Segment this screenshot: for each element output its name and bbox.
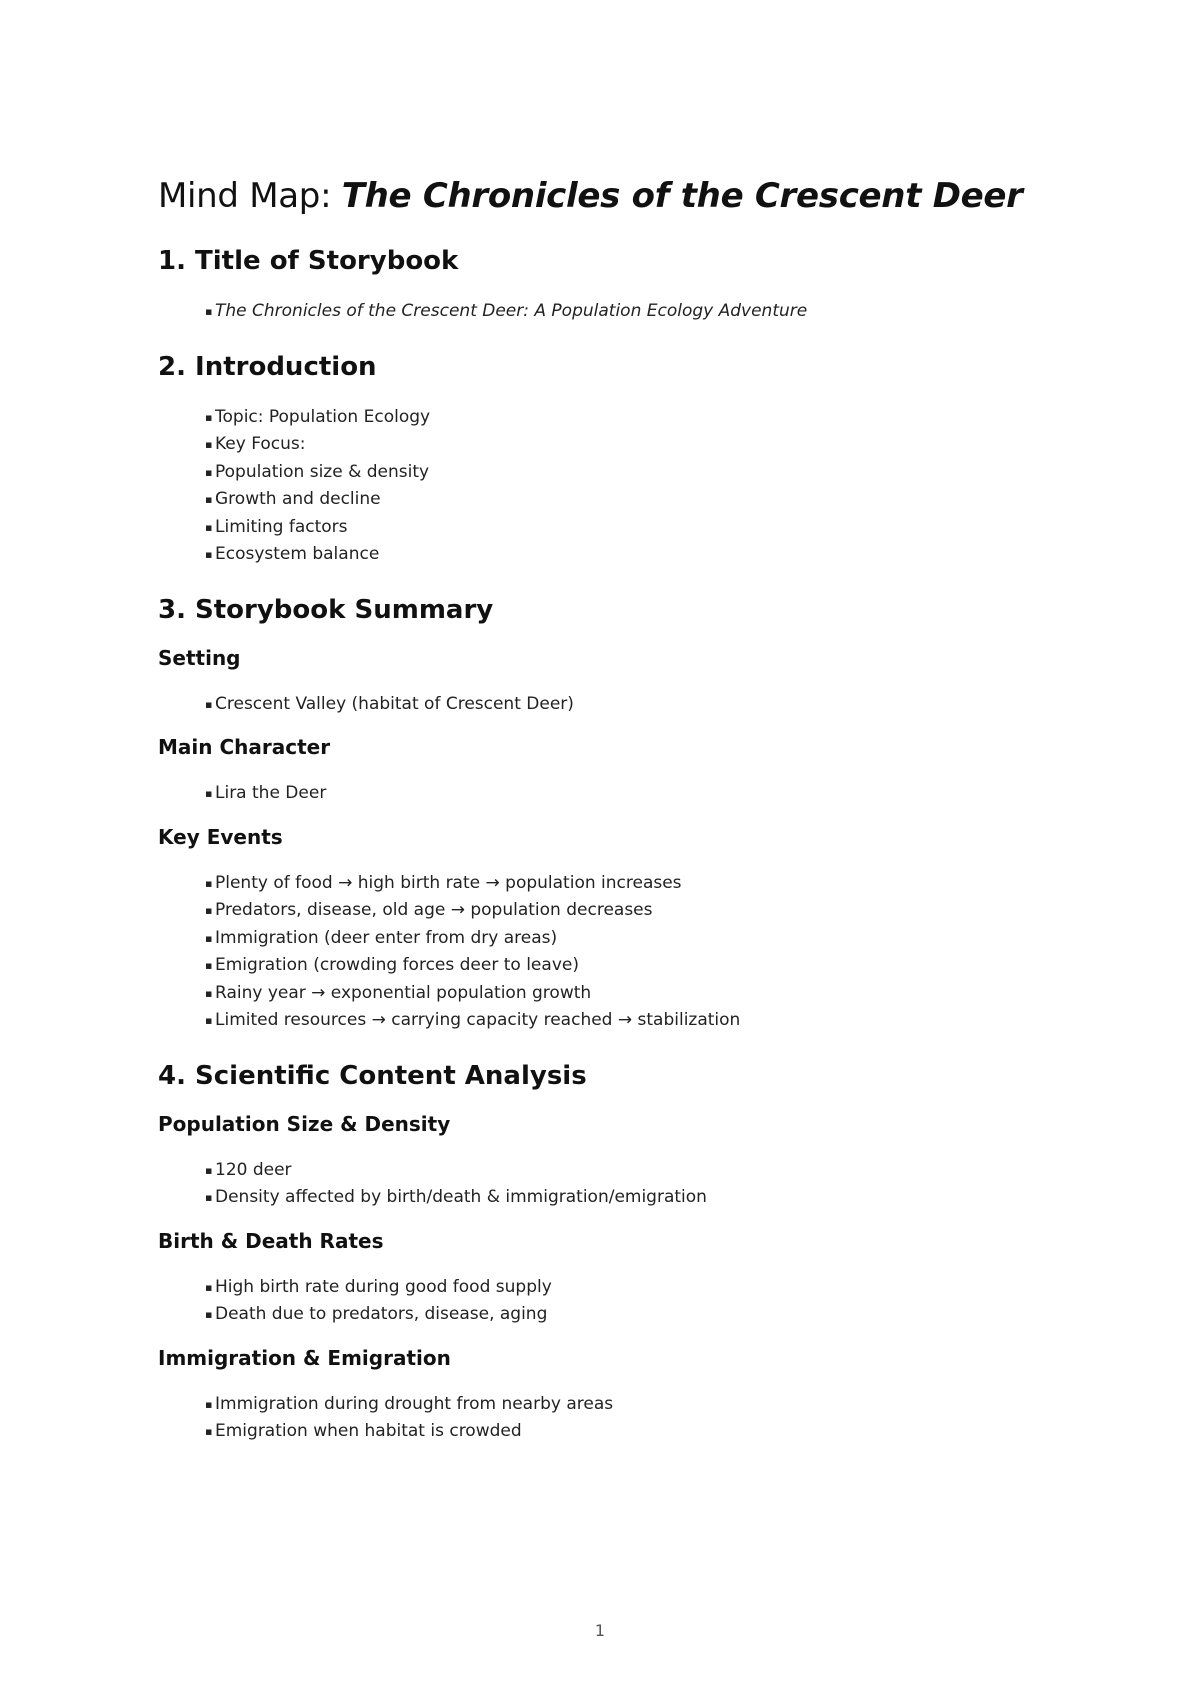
bullet-icon: ▪ xyxy=(205,465,213,479)
bullet-icon: ▪ xyxy=(205,1280,213,1294)
section-heading-storybook-summary: 3. Storybook Summary xyxy=(158,594,494,625)
list-item: ▪ Density affected by birth/death & immigration/emigration xyxy=(205,1184,1058,1212)
bullet-icon: ▪ xyxy=(205,1014,213,1027)
subheading-immigration-emigration: Immigration & Emigration xyxy=(158,1345,451,1370)
list-item: ▪ Rainy year → exponential population growth xyxy=(205,980,1058,1008)
section-heading-title-of-storybook: 1. Title of Storybook xyxy=(158,246,459,276)
list-item: ▪ Emigration (crowding forces deer to leave) xyxy=(205,952,1058,980)
bullet-icon: ▪ xyxy=(205,520,213,534)
list-item: ▪ Growth and decline xyxy=(205,486,1058,514)
section-list-introduction xyxy=(158,404,1058,569)
list-item: ▪ 120 deer xyxy=(205,1157,1058,1185)
list-item: ▪ Immigration during drought from nearby areas xyxy=(205,1391,1058,1419)
bullet-icon: ▪ xyxy=(205,548,213,561)
subsection-list-main-character xyxy=(158,780,1058,808)
bullet-icon: ▪ xyxy=(205,1163,213,1177)
list-item: ▪ Death due to predators, disease, aging xyxy=(205,1301,1058,1329)
subsection-list-birth-death xyxy=(158,1274,1058,1329)
bullet-icon: ▪ xyxy=(205,904,213,917)
list-item: ▪ Predators, disease, old age → population decreases xyxy=(205,897,1058,925)
list-item: ▪ Plenty of food → high birth rate → population increases xyxy=(205,870,1058,898)
list-item: ▪ Immigration (deer enter from dry areas) xyxy=(205,925,1058,953)
bullet-icon: ▪ xyxy=(205,1308,213,1321)
section-list-title xyxy=(158,298,1058,326)
bullet-icon: ▪ xyxy=(205,1425,213,1438)
subheading-population-size-density: Population Size & Density xyxy=(158,1111,451,1136)
bullet-icon: ▪ xyxy=(205,931,213,945)
bullet-icon: ▪ xyxy=(205,410,213,424)
list-item: ▪ High birth rate during good food supply xyxy=(205,1274,1058,1302)
subheading-main-character: Main Character xyxy=(158,735,331,759)
subheading-birth-death-rates: Birth & Death Rates xyxy=(158,1228,384,1253)
list-item: ▪ Limited resources → carrying capacity reached → stabilization xyxy=(205,1007,1058,1035)
subheading-key-events: Key Events xyxy=(158,824,283,849)
list-item: ▪ Limiting factors xyxy=(205,514,1058,542)
list-item: ▪ Crescent Valley (habitat of Crescent Deer) xyxy=(205,691,1058,719)
bullet-icon: ▪ xyxy=(205,876,213,890)
bullet-icon: ▪ xyxy=(205,1397,213,1411)
bullet-icon: ▪ xyxy=(205,697,213,711)
list-item: ▪ Topic: Population Ecology xyxy=(205,404,1058,432)
title-italic: The Chronicles of the Crescent Deer xyxy=(341,176,1023,216)
document-content xyxy=(158,174,1058,1446)
bullet-icon: ▪ xyxy=(205,305,213,318)
bullet-icon: ▪ xyxy=(205,959,213,972)
document-title xyxy=(158,174,1058,218)
bullet-icon: ▪ xyxy=(205,438,213,451)
subsection-list-immigration-emigration xyxy=(158,1391,1058,1446)
bullet-icon: ▪ xyxy=(205,787,213,800)
bullet-icon: ▪ xyxy=(205,493,213,506)
list-item: ▪ Ecosystem balance xyxy=(205,541,1058,569)
subsection-list-setting xyxy=(158,691,1058,719)
subheading-setting: Setting xyxy=(158,645,241,670)
list-item: ▪ Population size & density xyxy=(205,459,1058,487)
bullet-icon: ▪ xyxy=(205,986,213,1000)
title-prefix: Mind Map: xyxy=(158,176,342,216)
list-item: ▪ The Chronicles of the Crescent Deer: A Population Ecology Adventure xyxy=(205,298,1058,326)
section-heading-introduction: 2. Introduction xyxy=(158,351,377,382)
list-item: ▪ Lira the Deer xyxy=(205,780,1058,808)
list-item: ▪ Emigration when habitat is crowded xyxy=(205,1418,1058,1446)
bullet-icon: ▪ xyxy=(205,1191,213,1204)
subsection-list-key-events xyxy=(158,870,1058,1035)
list-item: ▪ Key Focus: xyxy=(205,431,1058,459)
page-number: 1 xyxy=(594,1621,606,1640)
section-heading-scientific-content-analysis: 4. Scientific Content Analysis xyxy=(158,1060,587,1091)
subsection-list-size-density xyxy=(158,1157,1058,1212)
